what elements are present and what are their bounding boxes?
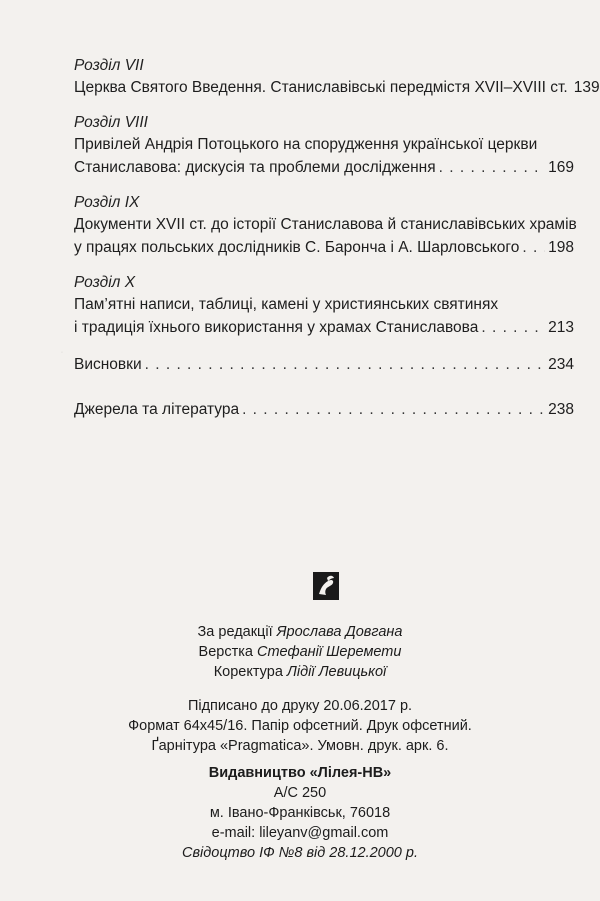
toc-section-10 <box>74 273 574 339</box>
toc-entry-conclusions <box>74 353 574 376</box>
toc-entry-title: Документи XVII ст. до історії Станиславова й станиславівських храмів <box>74 216 577 233</box>
proofreading-line: Коректура Лідії Левицької <box>213 664 387 680</box>
bleed-through-text: . <box>60 340 64 356</box>
toc-entry-title: Станиславова: дискусія та проблеми дослідження <box>74 159 436 176</box>
toc-entry <box>74 76 600 99</box>
publisher-name: Видавництво «Лілея-НВ» <box>208 765 392 781</box>
toc-section-8 <box>74 113 574 179</box>
publisher-certificate: Свідоцтво ІФ №8 від 28.12.2000 р. <box>182 845 418 861</box>
section-label: Розділ VII <box>74 57 144 74</box>
toc-entry <box>74 316 574 339</box>
toc-entry-line <box>74 293 574 316</box>
table-of-contents <box>74 56 600 421</box>
print-details <box>0 696 600 756</box>
toc-entry-title: Висновки <box>74 356 142 373</box>
layout-line: Верстка Стефанії Шеремети <box>198 644 402 660</box>
publisher-block <box>0 763 600 863</box>
page-number: 213 <box>548 319 574 336</box>
publisher-city: м. Івано-Франківськ, 76018 <box>209 805 391 821</box>
publisher-email: e-mail: lileyanv@gmail.com <box>211 825 389 841</box>
postal-box: А/С 250 <box>273 785 327 801</box>
toc-entry <box>74 156 574 179</box>
page-number: 169 <box>548 159 574 176</box>
toc-entry-title: Привілей Андрія Потоцького на спорудження української церкви <box>74 136 538 153</box>
format-line: Формат 64х45/16. Папір офсетний. Друк офсетний. <box>128 718 472 734</box>
dot-leader <box>439 156 546 179</box>
toc-entry-title: Джерела та література <box>74 401 240 418</box>
toc-entry-title: у працях польських дослідників С. Баронча і А. Шарловського <box>74 239 520 256</box>
toc-entry-title: Пам’ятні написи, таблиці, камені у християнських святинях <box>74 296 499 313</box>
editor-line: За редакції Ярослава Довгана <box>197 624 403 640</box>
toc-entry-title: Церква Святого Введення. Станиславівські передмістя XVII–XVIII ст. <box>74 79 568 96</box>
publisher-logo-icon <box>313 572 339 600</box>
section-label: Розділ VIII <box>74 114 148 131</box>
proofreader-name: Лідії Левицької <box>286 664 387 680</box>
dot-leader <box>242 398 545 421</box>
page-number: 238 <box>548 401 574 418</box>
toc-entry-line <box>74 213 577 236</box>
signed-to-print: Підписано до друку 20.06.2017 р. <box>187 698 413 714</box>
section-label: Розділ X <box>74 274 136 291</box>
layout-name: Стефанії Шеремети <box>257 644 402 660</box>
toc-entry <box>74 236 574 259</box>
typeface-line: Ґарнітура «Pragmatica». Умовн. друк. арк. 6. <box>151 738 449 754</box>
toc-entry-title: і традиція їхнього використання у храмах Станиславова <box>74 319 479 336</box>
dot-leader <box>522 236 545 259</box>
dot-leader <box>481 316 545 339</box>
page-number: 234 <box>548 356 574 373</box>
credits-block <box>0 622 600 682</box>
page-number: 139 <box>573 79 600 96</box>
toc-entry-line <box>74 133 574 156</box>
page-number: 198 <box>548 239 574 256</box>
toc-section-7 <box>74 56 600 99</box>
toc-entry-sources <box>74 398 574 421</box>
toc-section-9 <box>74 193 577 259</box>
editor-name: Ярослава Довгана <box>276 624 403 640</box>
dot-leader <box>145 353 546 376</box>
section-label: Розділ IX <box>74 194 140 211</box>
